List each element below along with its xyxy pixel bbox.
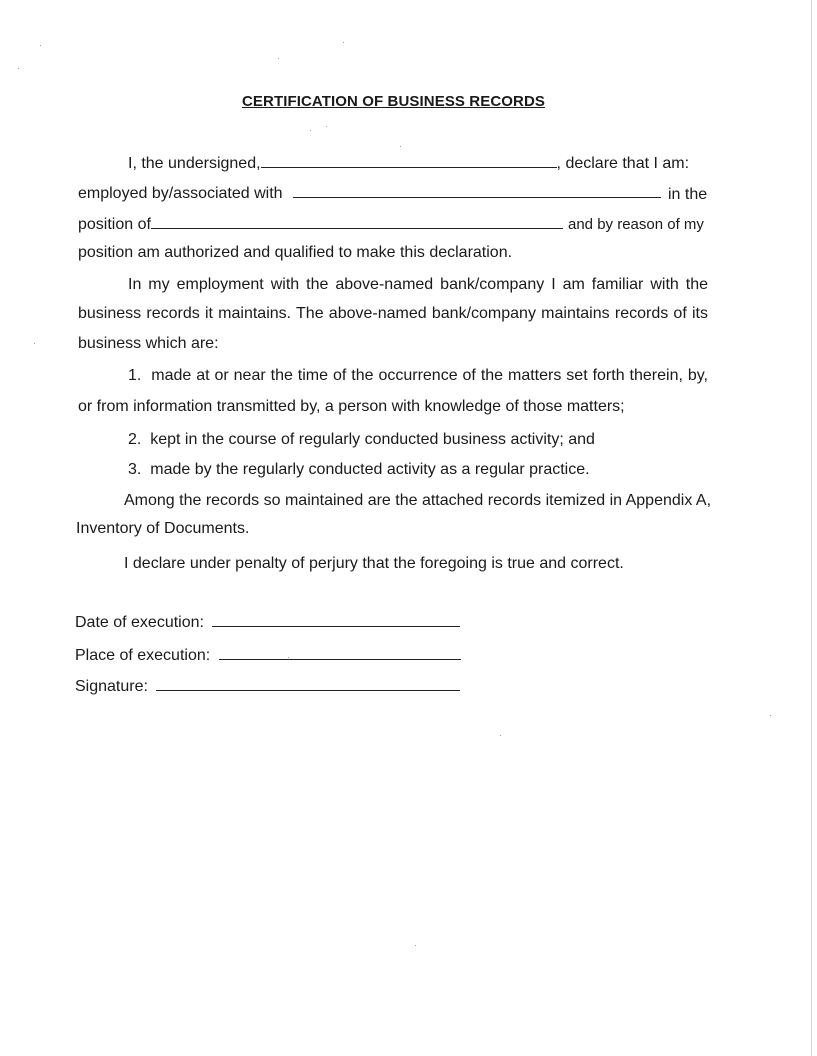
declarant-line	[128, 153, 689, 174]
scan-speck	[288, 657, 289, 658]
appendix-line-1: Among the records so maintained are the attached records itemized in Appendix A,	[124, 492, 712, 509]
perjury-statement: I declare under penalty of perjury that the foregoing is true and correct.	[124, 555, 624, 572]
scan-speck	[500, 735, 501, 736]
scan-speck	[770, 715, 771, 716]
place-label: Place of execution:	[75, 647, 211, 664]
employer-name-blank[interactable]	[293, 183, 661, 198]
scan-page-edge	[811, 0, 812, 1056]
familiarity-line-1: In my employment with the above-named bank/company I am familiar with the	[128, 276, 708, 293]
criteria-number: 3.	[128, 461, 142, 478]
date-blank[interactable]	[212, 612, 460, 627]
familiarity-line-3: business which are:	[78, 335, 219, 352]
criteria-item-2	[128, 430, 595, 450]
criteria-number: 1.	[128, 367, 142, 384]
signature-blank[interactable]	[156, 676, 460, 691]
criteria-text: kept in the course of regularly conducted business activity; and	[150, 431, 595, 448]
criteria-item-1-continued: or from information transmitted by, a person with knowledge of those matters;	[78, 398, 625, 415]
date-label: Date of execution:	[75, 614, 204, 631]
declarant-label: I, the undersigned,	[128, 155, 261, 172]
scan-speck	[310, 130, 311, 131]
place-blank[interactable]	[219, 645, 461, 660]
declarant-name-blank[interactable]	[261, 153, 557, 168]
authorization-text: position am authorized and qualified to make this declaration.	[78, 244, 513, 261]
familiarity-line-2: business records it maintains. The above-named bank/company maintains records of its	[78, 305, 708, 322]
scan-speck	[34, 343, 35, 344]
scan-speck	[343, 42, 344, 43]
document-title: CERTIFICATION OF BUSINESS RECORDS	[241, 93, 546, 110]
position-line	[78, 214, 563, 235]
employer-line	[78, 183, 661, 204]
scan-speck	[278, 58, 279, 59]
criteria-item-1	[128, 366, 708, 386]
criteria-text: made by the regularly conducted activity as a regular practice.	[150, 461, 590, 478]
position-suffix: and by reason of my	[568, 216, 704, 233]
signature-field	[75, 676, 460, 697]
position-title-blank[interactable]	[151, 214, 563, 229]
position-label: position of	[78, 216, 151, 233]
date-of-execution-field	[75, 612, 460, 633]
declarant-suffix: , declare that I am:	[556, 155, 690, 172]
place-of-execution-field	[75, 645, 461, 666]
appendix-line-2: Inventory of Documents.	[76, 520, 250, 537]
employer-suffix: in the	[668, 186, 708, 203]
scan-speck	[400, 146, 401, 147]
criteria-text: made at or near the time of the occurrence of the matters set forth therein, by,	[151, 367, 709, 384]
scan-speck	[415, 945, 416, 946]
criteria-item-3	[128, 460, 590, 480]
employer-label: employed by/associated with	[78, 185, 283, 202]
scan-speck	[18, 68, 19, 69]
scan-speck	[40, 45, 41, 46]
scan-speck	[326, 126, 327, 127]
signature-label: Signature:	[75, 678, 148, 695]
criteria-number: 2.	[128, 431, 142, 448]
